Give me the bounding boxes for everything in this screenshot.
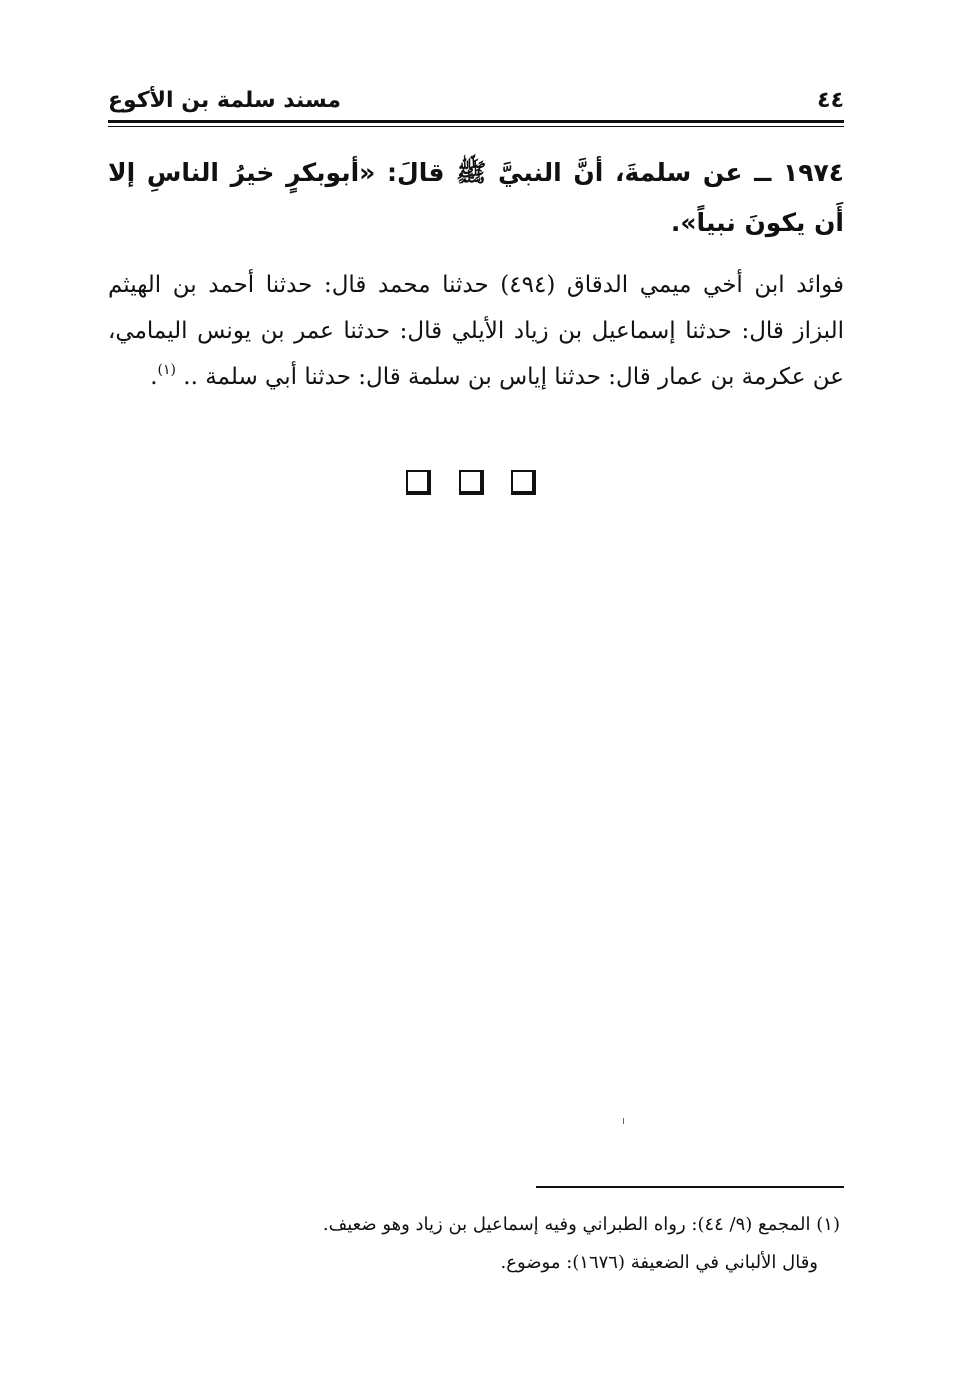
page-number: ٤٤ [817,88,844,113]
separator-box-icon [459,470,484,495]
footnotes [240,1206,840,1282]
source-text: فوائد ابن أخي ميمي الدقاق (٤٩٤) حدثنا محمد قال: حدثنا أحمد بن الهيثم البزاز قال: حدثنا إسماعيل بن زياد الأيلي قال: حدثنا عمر بن يونس اليمامي، عن عكرمة بن عمار قال: حدثنا إياس بن سلمة قال: حدثنا أبي سلمة .. [108,272,844,390]
header-title: مسند سلمة بن الأكوع [108,88,341,113]
source-end: . [150,364,158,390]
separator-box-icon [511,470,536,495]
header-rule-thin [108,126,844,127]
separator-box-icon [406,470,431,495]
footnote-rule [536,1186,844,1188]
footnote-1-continuation: وقال الألباني في الضعيفة (١٦٧٦): موضوع. [500,1252,818,1273]
main-text [108,148,844,400]
scan-speck [623,1118,624,1124]
footnote-reference[interactable]: (١) [157,362,176,378]
header-rule-thick [108,120,844,123]
source-paragraph [108,262,844,400]
section-separator [406,470,536,496]
footnote-1: (١) المجمع (٩/ ٤٤): رواه الطبراني وفيه إسماعيل بن زياد وهو ضعيف. [322,1214,840,1235]
hadith-text: ١٩٧٤ ــ عن سلمةَ، أنَّ النبيَّ ﷺ قالَ: «أبوبكرٍ خيرُ الناسِ إلا أَن يكونَ نبياً». [108,158,844,237]
